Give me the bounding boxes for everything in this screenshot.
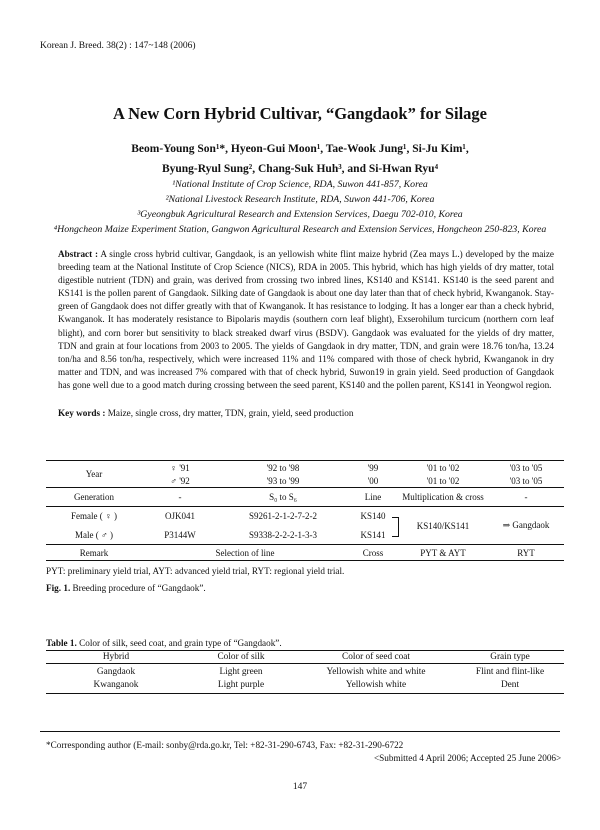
figure-caption-label: Fig. 1. — [46, 583, 71, 593]
table-caption-label: Table 1. — [46, 638, 77, 648]
generation-label: Generation — [46, 488, 142, 507]
submission-dates: <Submitted 4 April 2006; Accepted 25 June 2006> — [374, 753, 562, 763]
abstract — [58, 248, 554, 392]
table-header: Hybrid — [102, 652, 130, 662]
breeding-procedure-table — [46, 460, 564, 561]
year-cell: '99 — [367, 462, 379, 473]
year-cell: '01 to '02 — [398, 474, 488, 488]
generation-cell: Line — [348, 488, 398, 507]
affiliation-1: ¹National Institute of Crop Science, RDA, Suwon 441-857, Korea — [172, 179, 428, 190]
generation-cell: - — [488, 488, 564, 507]
male-line: KS141 — [360, 529, 386, 540]
page-number: 147 — [292, 782, 308, 792]
table-cell: Gangdaok — [96, 667, 136, 677]
paper-title: A New Corn Hybrid Cultivar, “Gangdaok” for Silage — [112, 104, 488, 123]
table-cell: Kwanganok — [93, 680, 139, 690]
table-header: Grain type — [490, 652, 530, 662]
figure-caption-text: Breeding procedure of “Gangdaok”. — [72, 583, 206, 593]
trait-table — [46, 650, 564, 694]
table-cell: Yellowish white — [345, 680, 407, 690]
table-cell: Light purple — [217, 680, 265, 690]
result-label: ⇒ Gangdaok — [502, 520, 550, 530]
corresponding-author: *Corresponding author (E-mail: sonby@rda.go.kr, Tel: +82-31-290-6743, Fax: +82-31-290-6722 — [46, 740, 404, 750]
male-pedigree: S9338-2-2-2-1-3-3 — [249, 529, 317, 540]
cross-cell — [398, 507, 488, 545]
table-cell: Yellowish white and white — [326, 667, 426, 677]
table-header: Color of silk — [217, 652, 265, 662]
keywords — [58, 408, 353, 418]
year-cell: '00 — [348, 474, 398, 488]
remark-cross: Cross — [362, 547, 384, 558]
year-cell: ♂ '92 — [142, 474, 218, 488]
male-source: P3144W — [164, 529, 196, 540]
affiliation-4: ⁴Hongcheon Maize Experiment Station, Gangwon Agricultural Research and Extension Services, Hongcheon 250-823, Korea — [53, 224, 547, 235]
female-line: KS140 — [360, 511, 386, 522]
year-cell: '93 to '99 — [218, 474, 348, 488]
authors-line-1: Beom-Young Son¹*, Hyeon-Gui Moon¹, Tae-Wook Jung¹, Si-Ju Kim¹, — [131, 143, 469, 155]
authors-line-2: Byung-Ryul Sung², Chang-Suk Huh³, and Si-Hwan Ryu⁴ — [161, 163, 439, 175]
generation-cell: - — [142, 488, 218, 507]
male-label: Male ( ♂ ) — [75, 529, 113, 540]
year-cell: '03 to '05 — [509, 462, 543, 473]
female-pedigree: S9261-2-1-2-7-2-2 — [249, 511, 317, 522]
affiliation-2: ²National Livestock Research Institute, RDA, Suwon 441-706, Korea — [165, 194, 435, 205]
cross-bracket — [392, 517, 399, 537]
table-caption-text: Color of silk, seed coat, and grain type of “Gangdaok”. — [79, 638, 282, 648]
remark-label: Remark — [79, 547, 109, 558]
keywords-label: Key words : — [58, 408, 106, 418]
table-cell: Light green — [219, 667, 263, 677]
remark-selection: Selection of line — [215, 547, 275, 558]
generation-cell: Multiplication & cross — [398, 488, 488, 507]
year-cell: ♀ '91 — [170, 462, 190, 473]
table-cell: Dent — [500, 680, 520, 690]
figure-note: PYT: preliminary yield trial, AYT: advanced yield trial, RYT: regional yield trial. — [46, 566, 345, 576]
female-source: OJK041 — [164, 511, 195, 522]
figure-caption — [46, 583, 206, 593]
abstract-label: Abstract : — [58, 249, 99, 259]
year-cell: '03 to '05 — [488, 474, 564, 488]
table-header: Color of seed coat — [342, 652, 410, 662]
affiliation-3: ³Gyeongbuk Agricultural Research and Extension Services, Daegu 702-010, Korea — [137, 209, 463, 220]
abstract-text: A single cross hybrid cultivar, Gangdaok, is an yellowish white flint maize hybrid (Zea mays L.) developed by the maize breeding team at the National Institute of Crop Science (NICS), RDA in 2005. This hybrid, which has high yields of dry matter, total digestible nutrient (TDN) and grain, was derived from crossing two inbred lines, KS140 and KS141. KS140 is the seed parent and KS141 is the pollen parent of Gangdaok. Silking date of Gangdaok is about one day later than that of check hybrid, Kwanganok. Stay-green of Gangdaok does not differ greatly with that of Kwanganok. It has resistance to lodging. It has a longer ear than a check hybrid, Kwanganok. It has moderately resistance to Bipolaris maydis (southern corn leaf blight), Exserohilum turcicum (northern corn leaf blight), and corn borer but sensitivity to black streaked dwarf virus (BSDV). Gangdaok was evaluated for the yields of dry matter, TDN and grain at four locations from 2003 to 2005. The yields of Gangdaok in dry matter, TDN, and grain were 18.76 ton/ha, 13.24 ton/ha and 8.56 ton/ha, respectively, which were increased 11% and 11% compared with those of check hybrid, Kwanganok in dry matter and TDN, and was increased 7% compared with that of check hybrid, Suwon19 in grain yield. Seed production of Gangdaok has gone well due to a good match during crossing between the seed parent, KS140 and the pollen parent, KS141 in Yeongwol region. — [58, 249, 555, 390]
year-cell: '01 to '02 — [426, 462, 460, 473]
year-label: Year — [46, 461, 142, 488]
keywords-text: Maize, single cross, dry matter, TDN, grain, yield, seed production — [107, 408, 354, 418]
footnote-rule — [40, 731, 560, 732]
remark-ryt: RYT — [517, 547, 535, 558]
table-cell: Flint and flint-like — [475, 667, 545, 677]
remark-pyt: PYT & AYT — [420, 547, 466, 558]
female-label: Female ( ♀ ) — [71, 511, 117, 522]
cross-label: KS140/KS141 — [416, 520, 470, 531]
table-caption — [46, 638, 282, 648]
generation-cell: S₀ to S₆ — [218, 488, 348, 507]
year-cell: '92 to '98 — [266, 462, 300, 473]
journal-reference: Korean J. Breed. 38(2) : 147~148 (2006) — [40, 41, 196, 51]
